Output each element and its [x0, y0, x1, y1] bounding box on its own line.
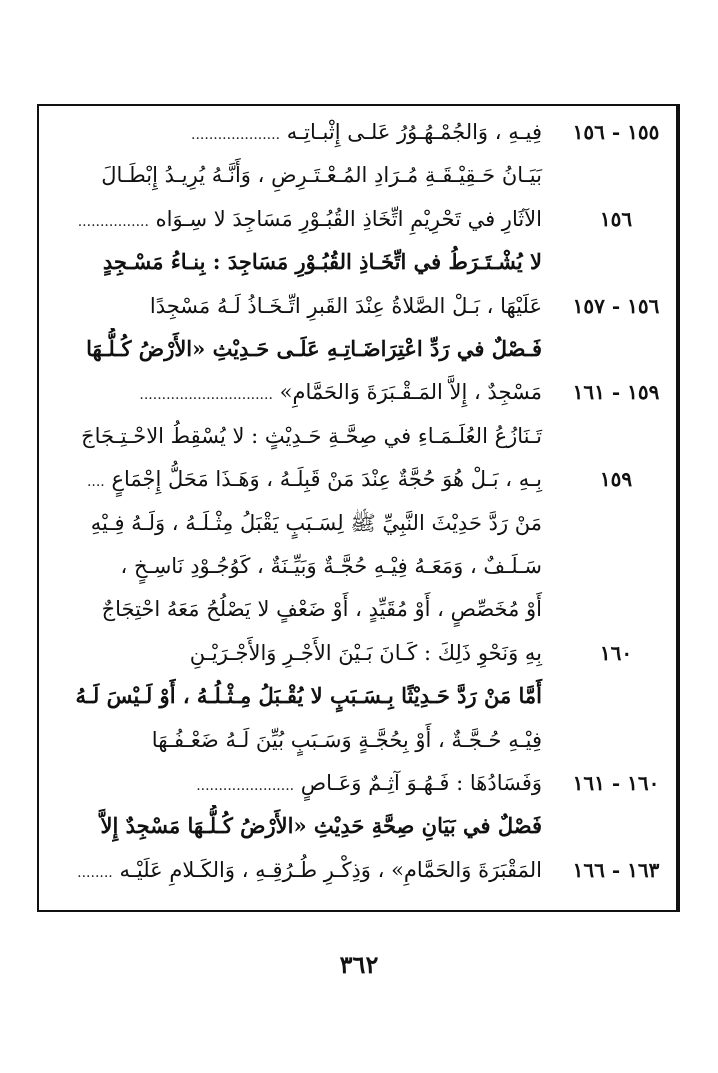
- entry-text: فِيـهِ ، وَالجُمْـهُـوُرُ عَلـى إِثْبـاتِـه: [286, 120, 542, 144]
- page-reference: [556, 588, 676, 630]
- entry-text: عَلَيْهَا ، بَـلْ الصَّلاةُ عِنْدَ القَبرِ اتِّـخَـاذُ لَـهُ مَسْجِدًا: [149, 293, 542, 318]
- entries-column: [39, 106, 556, 910]
- entry-text: بِـهِ ، بَـلْ هُوَ حُجَّةٌ عِنْدَ مَنْ قَبِلَـهُ ، وَهَـذَا مَحَلُّ إِجْمَاعٍ: [111, 467, 542, 492]
- leader-dots: ....................: [191, 127, 281, 143]
- page-reference: ١٥٦: [599, 206, 633, 231]
- page-reference: [556, 719, 676, 761]
- entry-text: أَمَّا مَنْ رَدَّ حَـدِيْثًا بِـسَـبَبٍ لا يُقْـبَلُ مِـثْـلُـهُ ، أَوْ لَـيْسَ لَـهُ: [75, 683, 542, 709]
- page-reference: [556, 328, 676, 370]
- index-entry: [39, 632, 556, 674]
- entry-text: فِيْـهِ حُـجَّـةٌ ، أَوْ بِحُجَّـةٍ وَسَـبَبٍ بُيِّنَ لَـهُ ضَعْـفُـهَا: [151, 727, 542, 752]
- entry-text: تَـنَازُعُ العُلَـمَـاءِ في صِحَّـةِ حَـدِيْثٍ : لا يُسْقِطُ الاحْـتِـجَاجَ: [81, 423, 542, 448]
- page-reference: ١٥٩ - ١٦١: [572, 380, 660, 405]
- index-entry: [39, 415, 556, 457]
- page-reference: ١٥٩: [599, 467, 633, 492]
- entry-text: لا يُشْـتَـرَطُ في اتِّخَـاذِ القُبُـوْرِ مَسَاجِدَ : بِنـاءُ مَسْـجِدٍ: [102, 249, 542, 275]
- page-reference: ١٥٥ - ١٥٦: [572, 120, 660, 144]
- index-table: [37, 104, 680, 912]
- page-reference: ١٦٠ - ١٦١: [572, 771, 660, 795]
- page-reference: [556, 545, 676, 587]
- entry-text: مَنْ رَدَّ حَدِيْثَ النَّبِيِّ ﷺ لِسَـبَبٍ يَقْبَلُ مِثْـلَـهُ ، وَلَـهُ فِـيْهِ: [90, 510, 542, 535]
- index-entry: [39, 458, 556, 500]
- entry-text: فَصْلٌ في بَيَانِ صِحَّةِ حَدِيْثِ «الأَرْضُ كُـلُّـهَا مَسْجِدٌ إِلاَّ: [100, 813, 542, 839]
- index-entry: [39, 545, 556, 587]
- entry-text: الآثَارِ في تَحْرِيْمِ اتِّخَاذِ القُبُـوْرِ مَسَاجِدَ لا سِـوَاه: [155, 206, 542, 231]
- index-entry: [39, 371, 556, 413]
- entry-text: فَـصْلٌ في رَدِّ اعْتِرَاضَـاتِـهِ عَلَـى حَـدِيْثِ «الأَرْضُ كُـلُّـهَا: [86, 336, 542, 361]
- index-entry: [39, 111, 556, 153]
- page-number: ٣٦٢: [339, 950, 379, 979]
- leader-dots: ....: [86, 474, 105, 491]
- index-entry: [39, 154, 556, 196]
- index-entry: [39, 762, 556, 804]
- entry-text: المَقْبَرَةَ وَالحَمَّامِ» ، وَذِكْـرِ طُـرُقِـهِ ، وَالكَـلامِ عَلَيْـه: [119, 857, 542, 882]
- leader-dots: ................: [77, 213, 149, 230]
- index-entry: [39, 241, 556, 283]
- index-entry: [39, 588, 556, 630]
- entry-text: سَـلَـفٌ ، وَمَعَـهُ فِيْـهِ حُجَّـةٌ وَبَيِّـنَةٌ ، كَوُجُـوْدِ نَاسِـخٍ ،: [120, 554, 542, 578]
- leader-dots: ..............................: [139, 387, 273, 404]
- page-reference: ١٦٣ - ١٦٦: [572, 857, 660, 882]
- entry-text: أَوْ مُخَصِّصٍ ، أَوْ مُقَيِّدٍ ، أَوْ ضَعْفٍ لا يَصْلُحُ مَعَهُ احْتِجَاجٌ: [101, 597, 542, 622]
- leader-dots: ........: [77, 864, 113, 881]
- page-reference: [556, 415, 676, 457]
- entry-text: مَسْجِدٌ ، إِلاَّ المَـقْـبَرَةَ وَالحَمَّامِ»: [279, 380, 542, 405]
- pages-column: [556, 106, 678, 910]
- page-reference: [556, 675, 676, 717]
- index-entry: [39, 719, 556, 761]
- index-entry: [39, 849, 556, 891]
- index-entry: [39, 328, 556, 370]
- leader-dots: ......................: [196, 778, 295, 794]
- index-entry: [39, 675, 556, 717]
- index-entry: [39, 502, 556, 544]
- page-reference: ١٦٠: [599, 640, 633, 665]
- page-reference: [556, 805, 676, 847]
- page-reference: [556, 502, 676, 544]
- index-entry: [39, 198, 556, 240]
- entry-text: بَيَـانُ حَـقِيْـقَـةِ مُـرَادِ المُـعْـتَـرِضِ ، وَأَنَّـهُ يُرِيـدُ إِبْطَـالَ: [101, 163, 542, 188]
- page-reference: [556, 241, 676, 283]
- page-reference: [556, 154, 676, 196]
- entry-text: وَفَسَادُهَا : فَـهُـوَ آثِـمٌ وَعَـاصٍ: [300, 771, 542, 795]
- entry-text: بِهِ وَنَحْوِ ذَلِكَ : كَـانَ بَـيْنَ الأَجْـرِ وَالأَجْـرَيْـنِ: [189, 640, 542, 665]
- index-entry: [39, 285, 556, 327]
- page-reference: ١٥٦ - ١٥٧: [572, 293, 660, 318]
- index-entry: [39, 805, 556, 847]
